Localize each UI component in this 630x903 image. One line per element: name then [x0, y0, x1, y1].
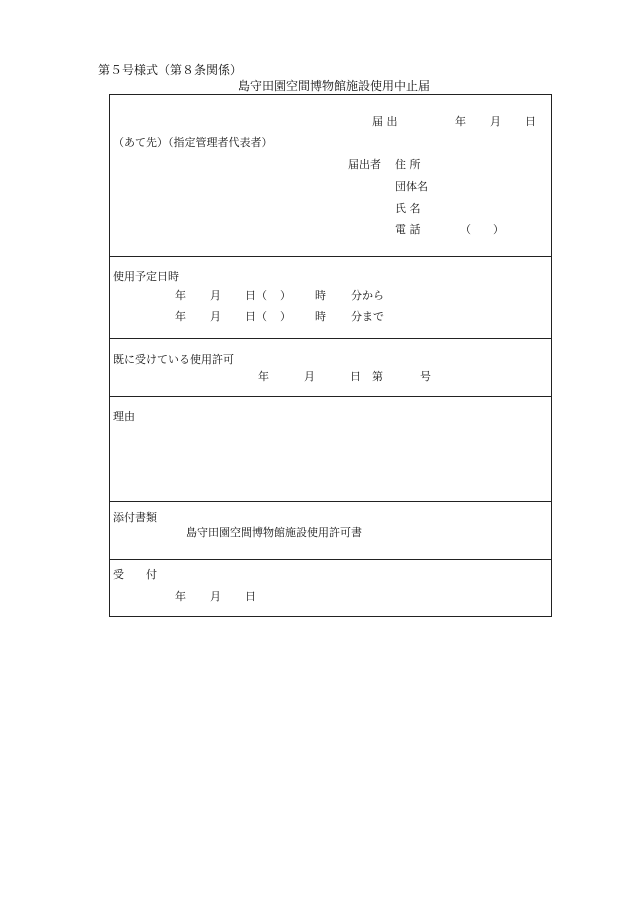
schedule-to-year: 年	[175, 310, 186, 323]
applicant-label: 届出者	[348, 158, 381, 171]
receipt-year: 年	[175, 590, 186, 603]
submission-year: 年	[455, 115, 466, 128]
form-title: 島守田園空間博物館施設使用中止届	[238, 79, 431, 93]
permit-label: 既に受けている使用許可	[113, 353, 234, 366]
permit-day: 日	[350, 370, 361, 383]
schedule-from-month: 月	[210, 289, 221, 302]
divider	[110, 501, 551, 502]
submission-month: 月	[490, 115, 501, 128]
form-number: 第５号様式（第８条関係）	[98, 63, 243, 77]
attachments-label: 添付書類	[113, 511, 157, 524]
addressee: （あて先）（指定管理者代表者）	[113, 136, 273, 149]
schedule-to-month: 月	[210, 310, 221, 323]
address-label: 住 所	[395, 158, 421, 171]
divider	[110, 396, 551, 397]
permit-no-suffix: 号	[420, 370, 431, 383]
reason-label: 理由	[113, 410, 135, 423]
phone-paren: （ ）	[460, 223, 504, 236]
submission-day: 日	[525, 115, 536, 128]
divider	[110, 256, 551, 257]
schedule-from-year: 年	[175, 289, 186, 302]
permit-month: 月	[304, 370, 315, 383]
phone-label: 電 話	[395, 223, 421, 236]
permit-year: 年	[258, 370, 269, 383]
submission-date-label: 届 出	[372, 115, 398, 128]
schedule-from-hour: 時	[315, 289, 326, 302]
attachment-item: 島守田園空間博物館施設使用許可書	[186, 526, 362, 539]
divider	[110, 338, 551, 339]
permit-no-label: 第	[372, 370, 383, 383]
receipt-day: 日	[245, 590, 256, 603]
group-label: 団体名	[395, 180, 428, 193]
schedule-to-day: 日（	[245, 310, 267, 323]
name-label: 氏 名	[395, 202, 421, 215]
schedule-label: 使用予定日時	[113, 270, 179, 283]
schedule-from-day: 日（	[245, 289, 267, 302]
receipt-month: 月	[210, 590, 221, 603]
divider	[110, 559, 551, 560]
receipt-label: 受 付	[113, 568, 157, 581]
schedule-to-minute: 分まで	[351, 310, 384, 323]
schedule-from-minute: 分から	[351, 289, 384, 302]
schedule-to-paren-close: ）	[280, 310, 291, 323]
schedule-from-paren-close: ）	[280, 289, 291, 302]
schedule-to-hour: 時	[315, 310, 326, 323]
